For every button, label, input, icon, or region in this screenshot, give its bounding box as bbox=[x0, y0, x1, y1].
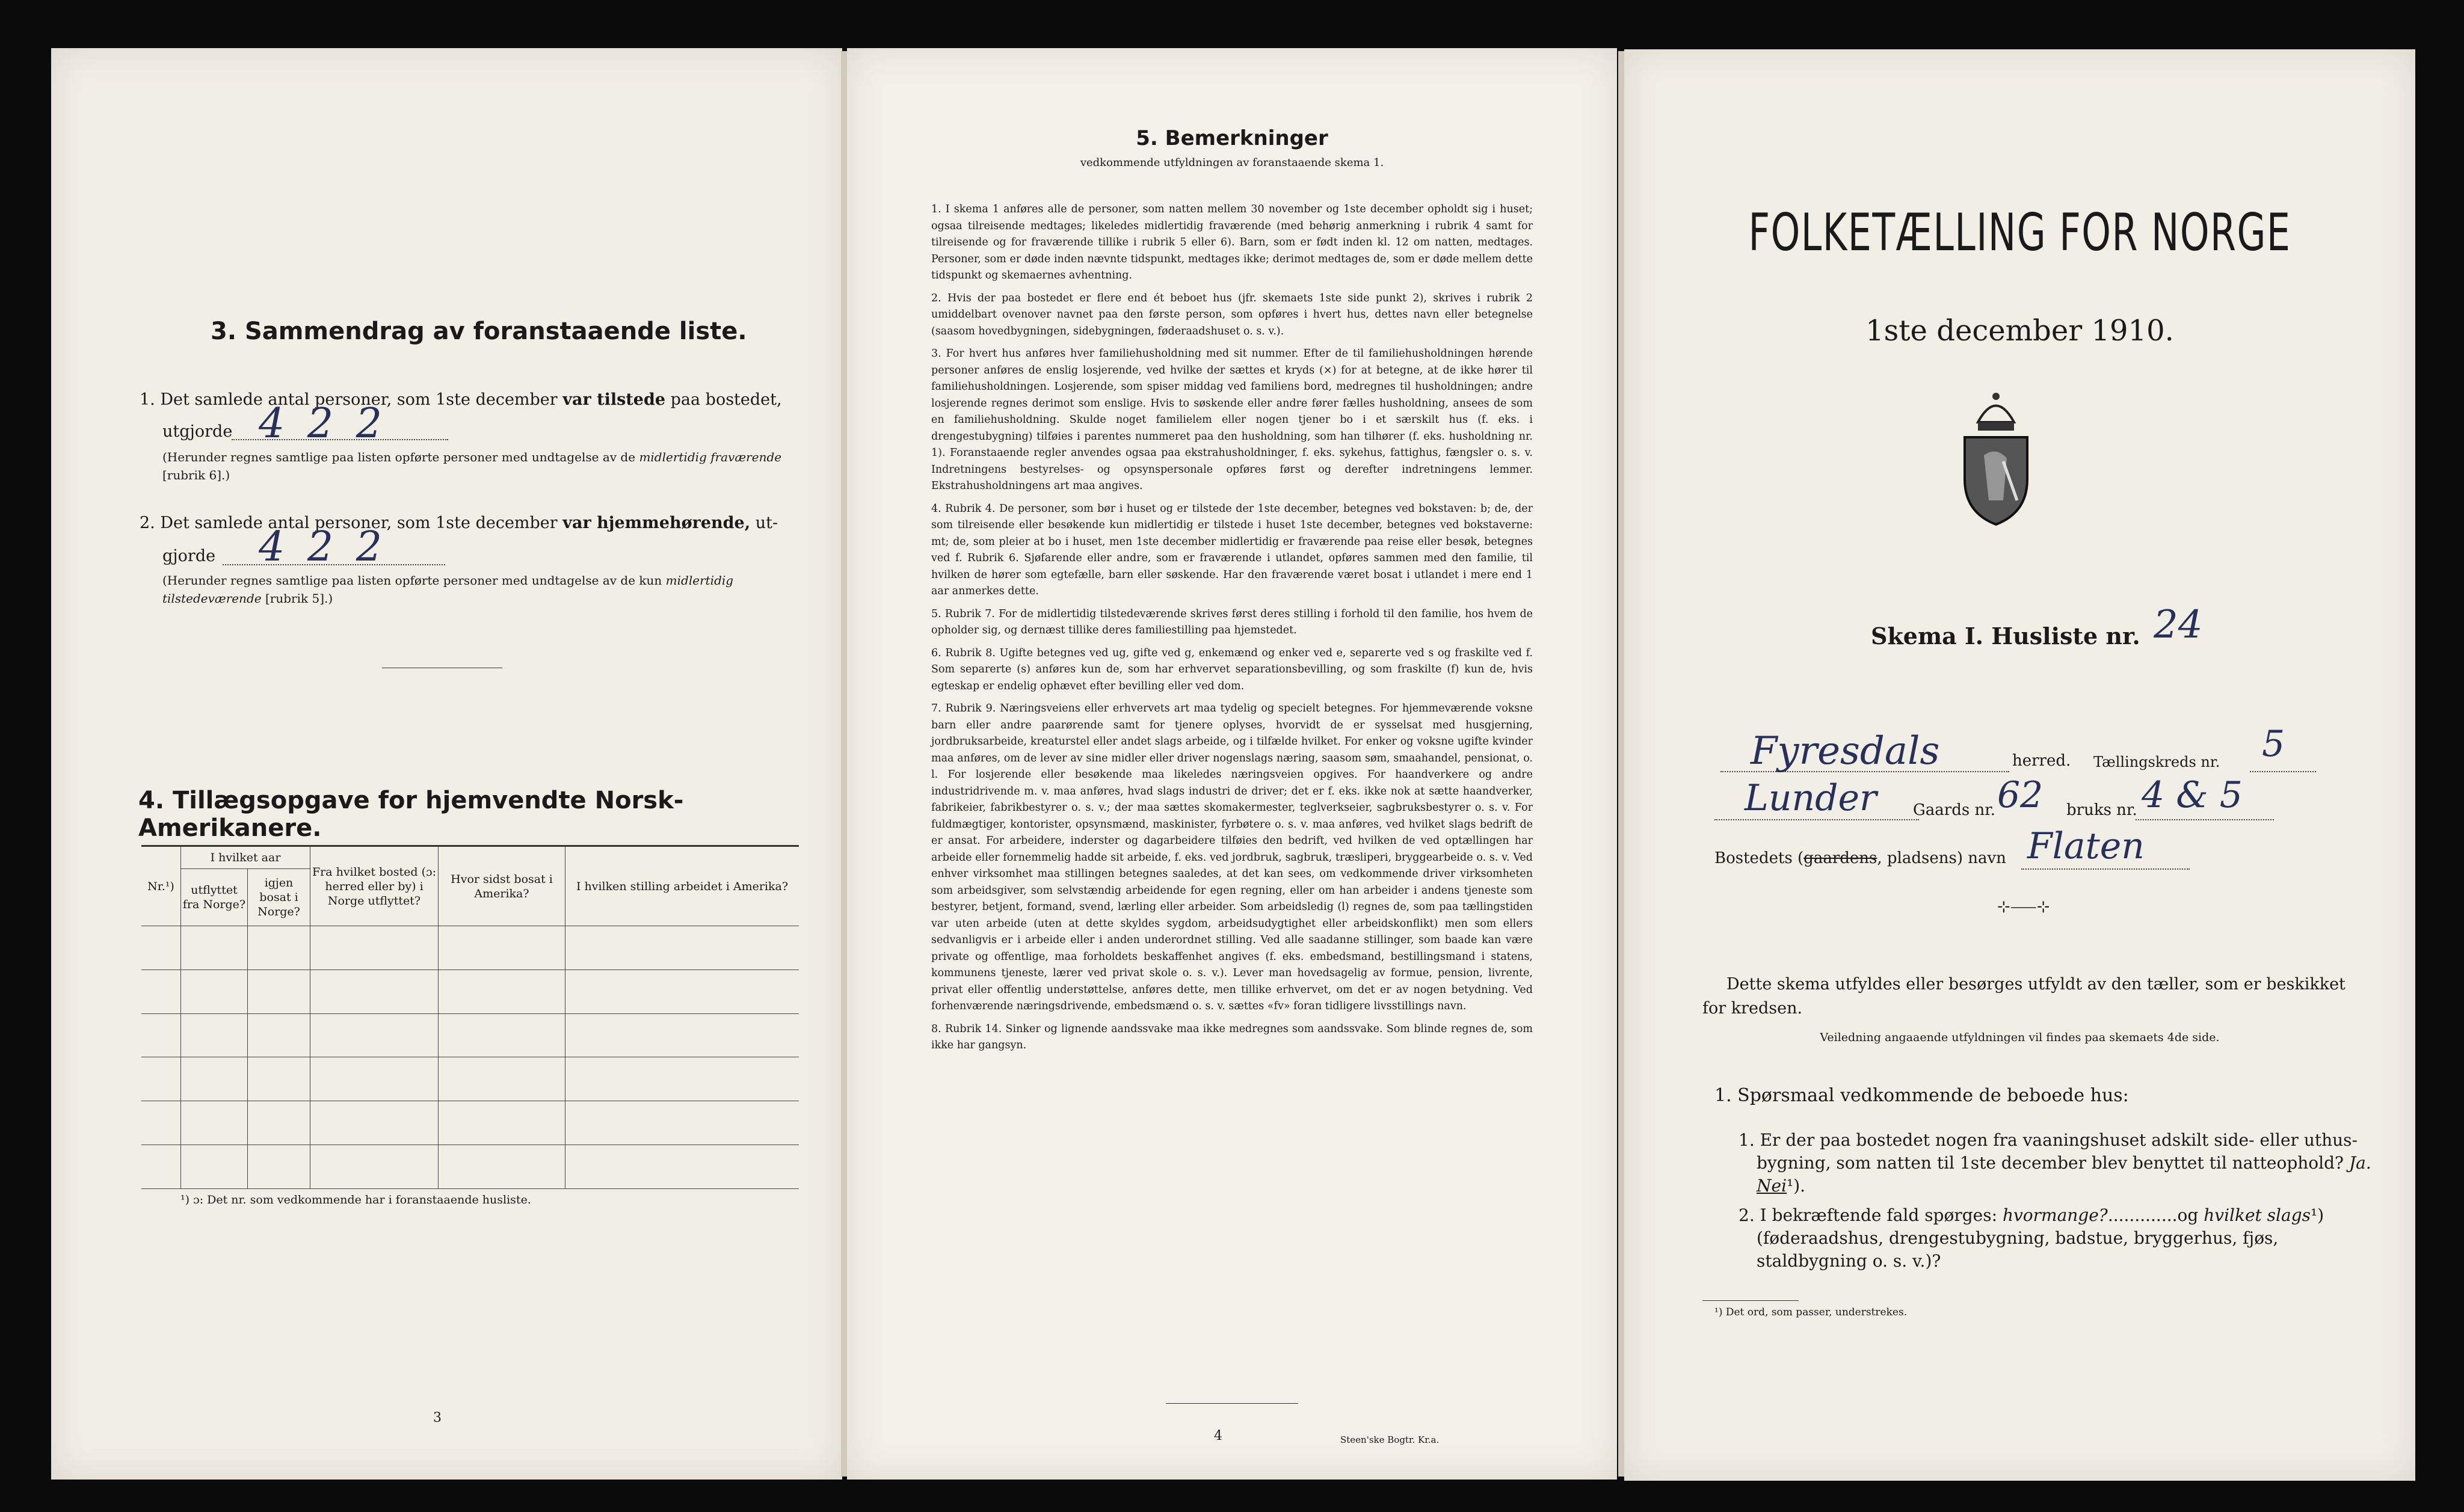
item1-fill-line bbox=[232, 439, 448, 440]
page-number-3: 3 bbox=[433, 1410, 442, 1425]
printer-mark: Steen'ske Bogtr. Kr.a. bbox=[1340, 1434, 1440, 1445]
gaard-number: 62 bbox=[1997, 774, 2044, 816]
table-row bbox=[141, 1013, 799, 1057]
gaard-label: Gaards nr. bbox=[1913, 801, 1996, 819]
item1-utgjorde: utgjorde bbox=[162, 422, 233, 441]
fill-line bbox=[2021, 868, 2190, 870]
census-title: FOLKETÆLLING FOR NORGE bbox=[1748, 203, 2291, 263]
bosted-label: Bostedets (gaardens, pladsens) navn bbox=[1714, 849, 2006, 867]
remarks-list bbox=[931, 201, 1533, 1060]
footnote: ¹) Det ord, som passer, understrekes. bbox=[1714, 1306, 1908, 1318]
middle-page bbox=[847, 48, 1617, 1480]
summary-item-2: 2. Det samlede antal personer, som 1ste december var hjemmehørende, ut- bbox=[140, 514, 778, 532]
page-gutter bbox=[841, 51, 847, 1477]
page-number-4: 4 bbox=[1214, 1428, 1222, 1443]
remarks-subtitle: vedkommende utfyldningen av foranstaaende skema 1. bbox=[1080, 156, 1384, 169]
question-1: 1. Er der paa bostedet nogen fra vaaningshuset adskilt side- eller uthus-bygning, som natten til 1ste december blev benyttet til natteophold? Ja. Nei¹). bbox=[1739, 1130, 2371, 1196]
right-page bbox=[1624, 49, 2415, 1481]
col-nr: Nr.¹) bbox=[141, 846, 181, 926]
list-item: 6. Rubrik 8. Ugifte betegnes ved ug, gifte ved g, enkemænd og enker ved e, separerte ved s og fraskilte ved f. Som separerte (s) anføres kun de, som har erhvervet separationsbevilling, og som fraskilte (f) kun de, hvis egteskap er endelig ophævet efter bevilling eller ved dom. bbox=[931, 647, 1533, 692]
item2-handwritten: 4 2 2 bbox=[259, 523, 387, 571]
coat-of-arms-icon bbox=[1960, 389, 2032, 527]
skema-label: Skema I. Husliste nr. bbox=[1871, 622, 2140, 650]
norsk-amerikanere-table bbox=[141, 845, 799, 1189]
fill-line bbox=[2136, 819, 2274, 820]
table-row bbox=[141, 970, 799, 1013]
list-item: 7. Rubrik 9. Næringsveiens eller erhvervets art maa tydelig og specielt betegnes. For hjemmeværende voksne barn eller andre paarørende samt for tjenere oplyses, hvorvidt de er sysselsat med husgjerning, jordbruksarbeide, kreaturstel eller andet slags arbeide, og i tilfælde hvilket. For enker og voksne ugifte kvinder maa anføres, om de lever av sine midler eller driver nogenslags næring, saasom søm, smaahandel, pensionat, o. l. For losjerende eller besøkende maa likeledes næringsveien opgives. For haandverkere og andre industridrivende m. v. maa anføres, hvad slags industri de driver; det er f. eks. ikke nok at sætte haandverker, fabrikeier, fabrikbestyrer o. s. v.; der maa sættes skomakermester, teglverkseier, sagbruksbestyrer o. s. v. For fuldmægtiger, kontorister, opsynsmænd, maskinister, fyrbøtere o. s. v. maa anføres, ved hvilket slags bedrift de er ansat. For arbeidere, inderster og dagarbeidere tilføies den bedrift, ved hvilken de ved optællingen har arbeide eller fornemmelig hadde sit arbeide, f. eks. ved jordbruk, sagbruk, træsliperi, bryggearbeide o. s. v. Ved enhver virksomhet maa stillingen betegnes saaledes, at det kan sees, om vedkommende driver virksomheten som arbeidsgiver, som selvstændig arbeidende for egen regning, eller om han arbeider i andens tjeneste som bestyrer, betjent, formand, svend, lærling eller arbeider. Som arbeidsledig (l) regnes de, som paa tællingstiden var uten arbeide (uten at dette skyldes sygdom, arbeidsudygtighet eller arbeidskonflikt) men som ellers sedvanligvis er i arbeide eller i anden underordnet stilling. Ved alle saadanne stillinger, som baade kan være private og offentlige, maa forholdets beskaffenhet angives (f. eks. embedsmand, bestillingsmand i statens, kommunens tjeneste, lærer ved privat skole o. s. v.). Lever man hovedsagelig av formue, pension, livrente, privat eller offentlig understøttelse, anføres dette, men tillike erhvervet, om det er av nogen betydning. Ved forhenværende næringsdrivende, embedsmænd o. s. v. sættes «fv» foran tidligere livsstillings navn. bbox=[931, 702, 1533, 1012]
gaard-name: Lunder bbox=[1745, 777, 1877, 819]
fill-line bbox=[2250, 771, 2316, 772]
bosted-name: Flaten bbox=[2027, 825, 2145, 867]
list-item: 3. For hvert hus anføres hver familiehusholdning med sit nummer. Efter de til familiehusholdningen hørende personer anføres de enslig losjerende, ved hvilke der sættes et kryds (×) for at betegne, at de ikke hører til familiehusholdningen. Losjerende, som spiser middag ved familiens bord, medregnes til husholdningen; andre losjerende regnes derimot som enslige. Hvis to søskende eller andre fører fælles husholdning, ansees de som en familiehusholdning. Skulde noget familielem eller nogen tjener bo i et særskilt hus (f. eks. i drengestubygning) tilføies i parentes nummeret paa den husholdning, som han tilhører (f. eks. husholdning nr. 1). Foranstaaende regler anvendes ogsaa paa ekstrahusholdninger, f. eks. sykehus, fattighus, fængsler o. s. v. Indretningens bestyrelses- og opsynspersonale opføres først og derefter indretningens lemmer. Ekstrahusholdningens art maa angives. bbox=[931, 348, 1533, 492]
question-2: 2. I bekræftende fald spørges: hvormange?.............og hvilket slags¹) (føderaadshus, drengestubygning, badstue, bryggerhus, fjøs, staldbygning o. s. v.)? bbox=[1739, 1205, 2324, 1271]
summary-item-1 bbox=[140, 388, 801, 412]
list-item: 8. Rubrik 14. Sinker og lignende aandssvake maa ikke medregnes som aandssvake. Som blinde regnes de, som ikke har gangsyn. bbox=[931, 1022, 1533, 1051]
section3-title: 3. Sammendrag av foranstaaende liste. bbox=[211, 318, 747, 345]
item2-note: (Herunder regnes samtlige paa listen opførte personer med undtagelse av de kun midlertidig tilstedeværende [rubrik 5].) bbox=[162, 573, 734, 606]
col-group-year: I hvilket aar bbox=[181, 846, 310, 869]
list-item: 1. I skema 1 anføres alle de personer, som natten mellem 30 november og 1ste december opholdt sig i huset; ogsaa tilreisende medtages; likeledes midlertidig fraværende (med behørig anmerkning i rubrik 4 samt for tilreisende og for fraværende tillike i rubrik 5 eller 6). Barn, som er født inden kl. 12 om natten, medtages. Personer, som er døde inden nævnte tidspunkt, medtages ikke; derimot medtages de, som er døde mellem dette tidspunkt og skemaernes avhentning. bbox=[931, 203, 1533, 281]
table-row bbox=[141, 1057, 799, 1101]
question-heading: 1. Spørsmaal vedkommende de beboede hus: bbox=[1714, 1085, 2129, 1106]
divider bbox=[1702, 1300, 1799, 1301]
bruks-number: 4 & 5 bbox=[2142, 774, 2243, 816]
table-footnote: ¹) ɔ: Det nr. som vedkommende har i foranstaaende husliste. bbox=[180, 1193, 531, 1206]
kreds-number: 5 bbox=[2262, 723, 2285, 765]
bruks-label: bruks nr. bbox=[2066, 801, 2137, 819]
table-row bbox=[141, 1145, 799, 1189]
col-utflyttet: utflyttet fra Norge? bbox=[181, 869, 248, 926]
section4-title: 4. Tillægsopgave for hjemvendte Norsk-Amerikanere. bbox=[138, 787, 684, 842]
col-stilling: I hvilken stilling arbeidet i Amerika? bbox=[565, 846, 799, 926]
kreds-label: Tællingskreds nr. bbox=[2093, 754, 2220, 770]
husliste-number: 24 bbox=[2154, 603, 2203, 647]
intro-small: Veiledning angaaende utfyldningen vil findes paa skemaets 4de side. bbox=[1820, 1031, 2220, 1044]
ornament-icon: ⊹⸺⊹ bbox=[1997, 898, 2050, 916]
item1-text-b: paa bostedet, bbox=[670, 390, 782, 409]
intro-text: Dette skema utfyldes eller besørges utfyldt av den tæller, som er beskikket for kredsen. bbox=[1702, 975, 2345, 1018]
col-hvor: Hvor sidst bosat i Amerika? bbox=[439, 846, 565, 926]
item1-bold: var tilstede bbox=[562, 390, 665, 409]
page-gutter bbox=[1618, 51, 1624, 1477]
col-igjen: igjen bosat i Norge? bbox=[248, 869, 310, 926]
table-row bbox=[141, 1101, 799, 1145]
divider bbox=[1166, 1403, 1298, 1404]
herred-name: Fyresdals bbox=[1751, 729, 1940, 773]
col-fra: Fra hvilket bosted (ɔ: herred eller by) i Norge utflyttet? bbox=[310, 846, 439, 926]
remarks-title: 5. Bemerkninger bbox=[1136, 126, 1328, 150]
item2-gjorde: gjorde bbox=[162, 547, 216, 565]
item2-fill-line bbox=[223, 564, 445, 565]
list-item: 2. Hvis der paa bostedet er flere end ét beboet hus (jfr. skemaets 1ste side punkt 2), skrives i rubrik 2 umiddelbart ovenover navnet paa den første person, som opføres i hvert hus, dettes navn eller betegnelse (saasom hovedbygningen, sidebygningen, føderaadshuset o. s. v.). bbox=[931, 292, 1533, 337]
item1-text: 1. Det samlede antal personer, som 1ste december bbox=[140, 390, 558, 409]
item1-handwritten: 4 2 2 bbox=[259, 400, 387, 447]
fill-line bbox=[1714, 819, 1919, 820]
left-page bbox=[51, 48, 842, 1480]
list-item: 5. Rubrik 7. For de midlertidig tilstedeværende skrives først deres stilling i forhold til den familie, hos hvem de opholder sig, og dernæst tillike deres familiestilling paa hjemstedet. bbox=[931, 607, 1533, 636]
item1-note: (Herunder regnes samtlige paa listen opførte personer med undtagelse av de midlertidig fraværende [rubrik 6].) bbox=[162, 450, 782, 482]
census-date: 1ste december 1910. bbox=[1865, 314, 2174, 348]
table-row bbox=[141, 926, 799, 970]
herred-label: herred. bbox=[2012, 752, 2071, 770]
list-item: 4. Rubrik 4. De personer, som bør i huset og er tilstede der 1ste december, betegnes ved bokstaven: b; de, der som tilreisende eller besøkende kun midlertidig er tilstede i huset 1ste december, betegnes ved bokstaverne: mt; de, som pleier at bo i huset, men 1ste december midlertidig er fraværende paa reise eller besøk, betegnes ved f. Rubrik 6. Sjøfarende eller andre, som er fraværende i utlandet, opføres sammen med den familie, til hvilken de hører som egtefælle, barn eller søskende. Har den fraværende været bosat i utlandet i mere end 1 aar anmerkes dette. bbox=[931, 502, 1533, 597]
